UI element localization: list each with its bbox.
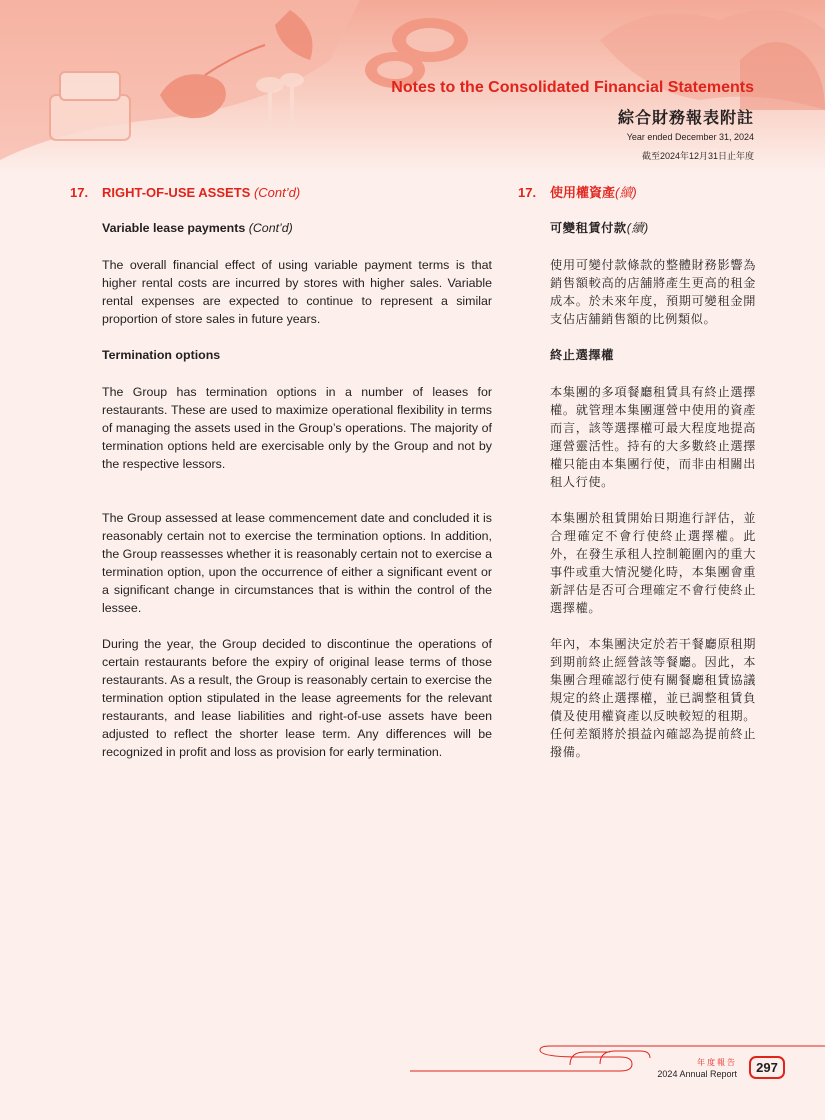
subheading-zh-variable-lease: [550, 219, 756, 237]
section-number-zh: 17.: [518, 185, 537, 200]
subheading-variable-lease-payments: [102, 219, 492, 237]
page-number: 297: [749, 1056, 785, 1079]
header-title-zh: 綜合財務報表附註: [617, 110, 754, 127]
section-title-en: RIGHT-OF-USE ASSETS: [102, 185, 251, 200]
chinese-column: [518, 183, 756, 761]
paragraph-zh-lease-assessment: 本集團於租賃開始日期進行評估，並合理確定不會行使終止選擇權。此外，在發生承租人控制範圍內的重大事件或重大情況變化時，本集團會重新評估是否可合理確定不會行使終止選擇權。: [550, 511, 756, 615]
header-title-en: Notes to the Consolidated Financial Statements: [391, 79, 754, 96]
footer-report-zh: 年度報告: [697, 1058, 737, 1067]
dumpling-icon: [50, 72, 130, 140]
header-year-en: Year ended December 31, 2024: [626, 132, 754, 142]
subheading-text: Variable lease payments: [102, 221, 246, 235]
paragraph-variable-lease-effect: The overall financial effect of using variable payment terms is that higher rental costs are incurred by stores with higher sales. Variable rental expenses are expected to continue to represent a similar proportion of store sales in future years.: [102, 258, 492, 326]
subheading-termination-options: Termination options: [102, 348, 221, 362]
section-contd-zh: (續): [615, 185, 637, 200]
section-number: 17.: [70, 185, 89, 200]
subheading-zh-contd: (續): [626, 221, 649, 235]
paragraph-discontinued-operations: During the year, the Group decided to discontinue the operations of certain restaurants before the expiry of original lease terms of those restaurants. As a result, the Group is reasonably certain to exercise the termination option stipulated in the lease agreements for the relevant restaurants, and lease liabilities and right-of-use assets have been adjusted to reflect the shorter lease term. Any differences will be recognized in profit and loss as provision for early termination.: [102, 637, 492, 759]
section-contd-en: (Cont’d): [253, 185, 301, 200]
section-heading-zh: [518, 183, 756, 203]
paragraph-zh-termination-options: 本集團的多項餐廳租賃具有終止選擇權。就管理本集團運營中使用的資產而言，該等選擇權可最大程度地提高運營靈活性。持有的大多數終止選擇權只能由本集團行使，而非由相關出租人行使。: [550, 385, 756, 489]
paragraph-termination-options: The Group has termination options in a number of leases for restaurants. These are used to maximize operational flexibility in terms of managing the assets used in the Group’s operations. The majority of termination options held are exercisable only by the Group and not by the respective lessors.: [102, 385, 492, 471]
subheading-zh-termination: 終止選擇權: [550, 348, 614, 362]
subheading-zh-text: 可變租賃付款: [550, 221, 627, 235]
paragraph-zh-variable-lease-effect: 使用可變付款條款的整體財務影響為銷售額較高的店舖將產生更高的租金成本。於未來年度，預期可變租金開支佔店舖銷售額的比例類似。: [550, 258, 756, 326]
english-column: [70, 183, 492, 761]
section-title-zh: 使用權資產: [550, 185, 616, 200]
section-heading-en: [70, 183, 492, 203]
header-year-zh: 截至2024年12月31日止年度: [641, 151, 754, 161]
paragraph-zh-discontinued-operations: 年內，本集團決定於若干餐廳原租期到期前終止經營該等餐廳。因此，本集團合理確認行使有關餐廳租賃協議規定的終止選擇權，並已調整租賃負債及使用權資產以反映較短的租期。任何差額將於損益內確認為提前終止撥備。: [550, 637, 756, 759]
footer-report-en: 2024 Annual Report: [657, 1069, 737, 1079]
paragraph-lease-assessment: The Group assessed at lease commencement date and concluded it is reasonably certain not to exercise the termination options. In addition, the Group reassesses whether it is reasonably certain not to exercise a termination option, upon the occurrence of either a significant event or a significant change in circumstances that is within the control of the lessee.: [102, 511, 492, 615]
subheading-contd: (Cont’d): [248, 221, 293, 235]
